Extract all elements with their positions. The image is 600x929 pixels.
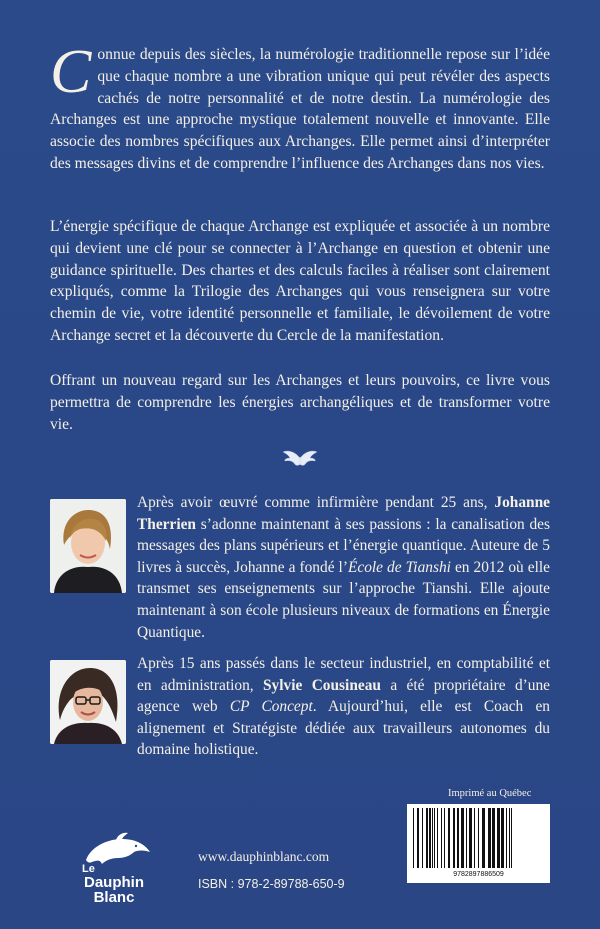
- bio-text: Après avoir œuvré comme infirmière pendant 25 ans,: [137, 494, 495, 511]
- intro-paragraph-3: Offrant un nouveau regard sur les Archanges et leurs pouvoirs, ce livre vous permettra de comprendre les énergies archangéliques et de transformer votre vie.: [50, 372, 550, 433]
- bio-text: en 2012 où elle transmet ses enseignements sur l’approche Tianshi. Elle ajoute maintenant à son école plusieurs niveaux de formations en Énergie Quantique.: [137, 558, 550, 641]
- printed-in-quebec: Imprimé au Québec: [448, 788, 532, 799]
- barcode-bars: [407, 804, 550, 870]
- isbn: ISBN : 978-2-89788-650-9: [198, 877, 345, 891]
- author-photo-johanne: [50, 499, 126, 593]
- dropcap: C: [50, 38, 92, 106]
- logo-text-dauphin: Dauphin: [84, 874, 144, 891]
- publisher-logo: [72, 830, 156, 910]
- angel-wings-icon: [282, 449, 318, 469]
- author-name: Johanne Therrien: [137, 494, 550, 533]
- bio-text: . Aujourd’hui, elle est Coach en alignement et Stratégiste dédiée aux travailleurs autonomes du domaine holistique.: [137, 698, 550, 759]
- bio-text: a été propriétaire d’une agence web: [137, 676, 550, 716]
- intro-paragraph-2: L’énergie spécifique de chaque Archange est expliquée et associée à un nombre qui devient une clé pour se connecter à l’Archange en question et obtenir une guidance spirituelle. Des chartes et des calculs faciles à réaliser sont clairement expliqués, comme la Trilogie des Archanges qui vous renseignera sur votre chemin de vie, votre identité personnelle et familiale, le dévoilement de votre Archange secret et la découverte du Cercle de la manifestation.: [50, 218, 550, 344]
- author-bio-johanne: [137, 492, 550, 643]
- intro-paragraph-1-text: onnue depuis des siècles, la numérologie traditionnelle repose sur l’idée que chaque nombre a une vibration unique qui peut révéler des aspects cachés de notre personnalité et de notre destin. La numérologie des Archanges est une approche mystique totalement nouvelle et innovante. Elle associe des nombres spécifiques aux Archanges. Elle permet ainsi d’interpréter des messages divins et de comprendre l’influence des Archanges dans nos vies.: [50, 46, 550, 172]
- barcode: [407, 804, 550, 883]
- author-photo-sylvie: [50, 660, 126, 744]
- author-name: Sylvie Cousineau: [263, 676, 381, 694]
- company-name: CP Concept: [229, 698, 313, 716]
- barcode-number: 9782897886509: [453, 871, 504, 878]
- logo-text-blanc: Blanc: [93, 889, 135, 906]
- logo-text-le: Le: [82, 863, 95, 875]
- intro-paragraph-1: [50, 38, 550, 175]
- bio-text: s’adonne maintenant à ses passions : la canalisation des messages des plans supérieurs et l’énergie quantique. Auteure de 5 livres à succès, Johanne a fondé l’: [137, 515, 550, 576]
- publisher-website[interactable]: www.dauphinblanc.com: [198, 849, 330, 864]
- school-name: École de Tianshi: [347, 558, 451, 576]
- author-bio-sylvie: [137, 653, 550, 761]
- bio-text: Après 15 ans passés dans le secteur industriel, en comptabilité et en administration,: [137, 655, 550, 694]
